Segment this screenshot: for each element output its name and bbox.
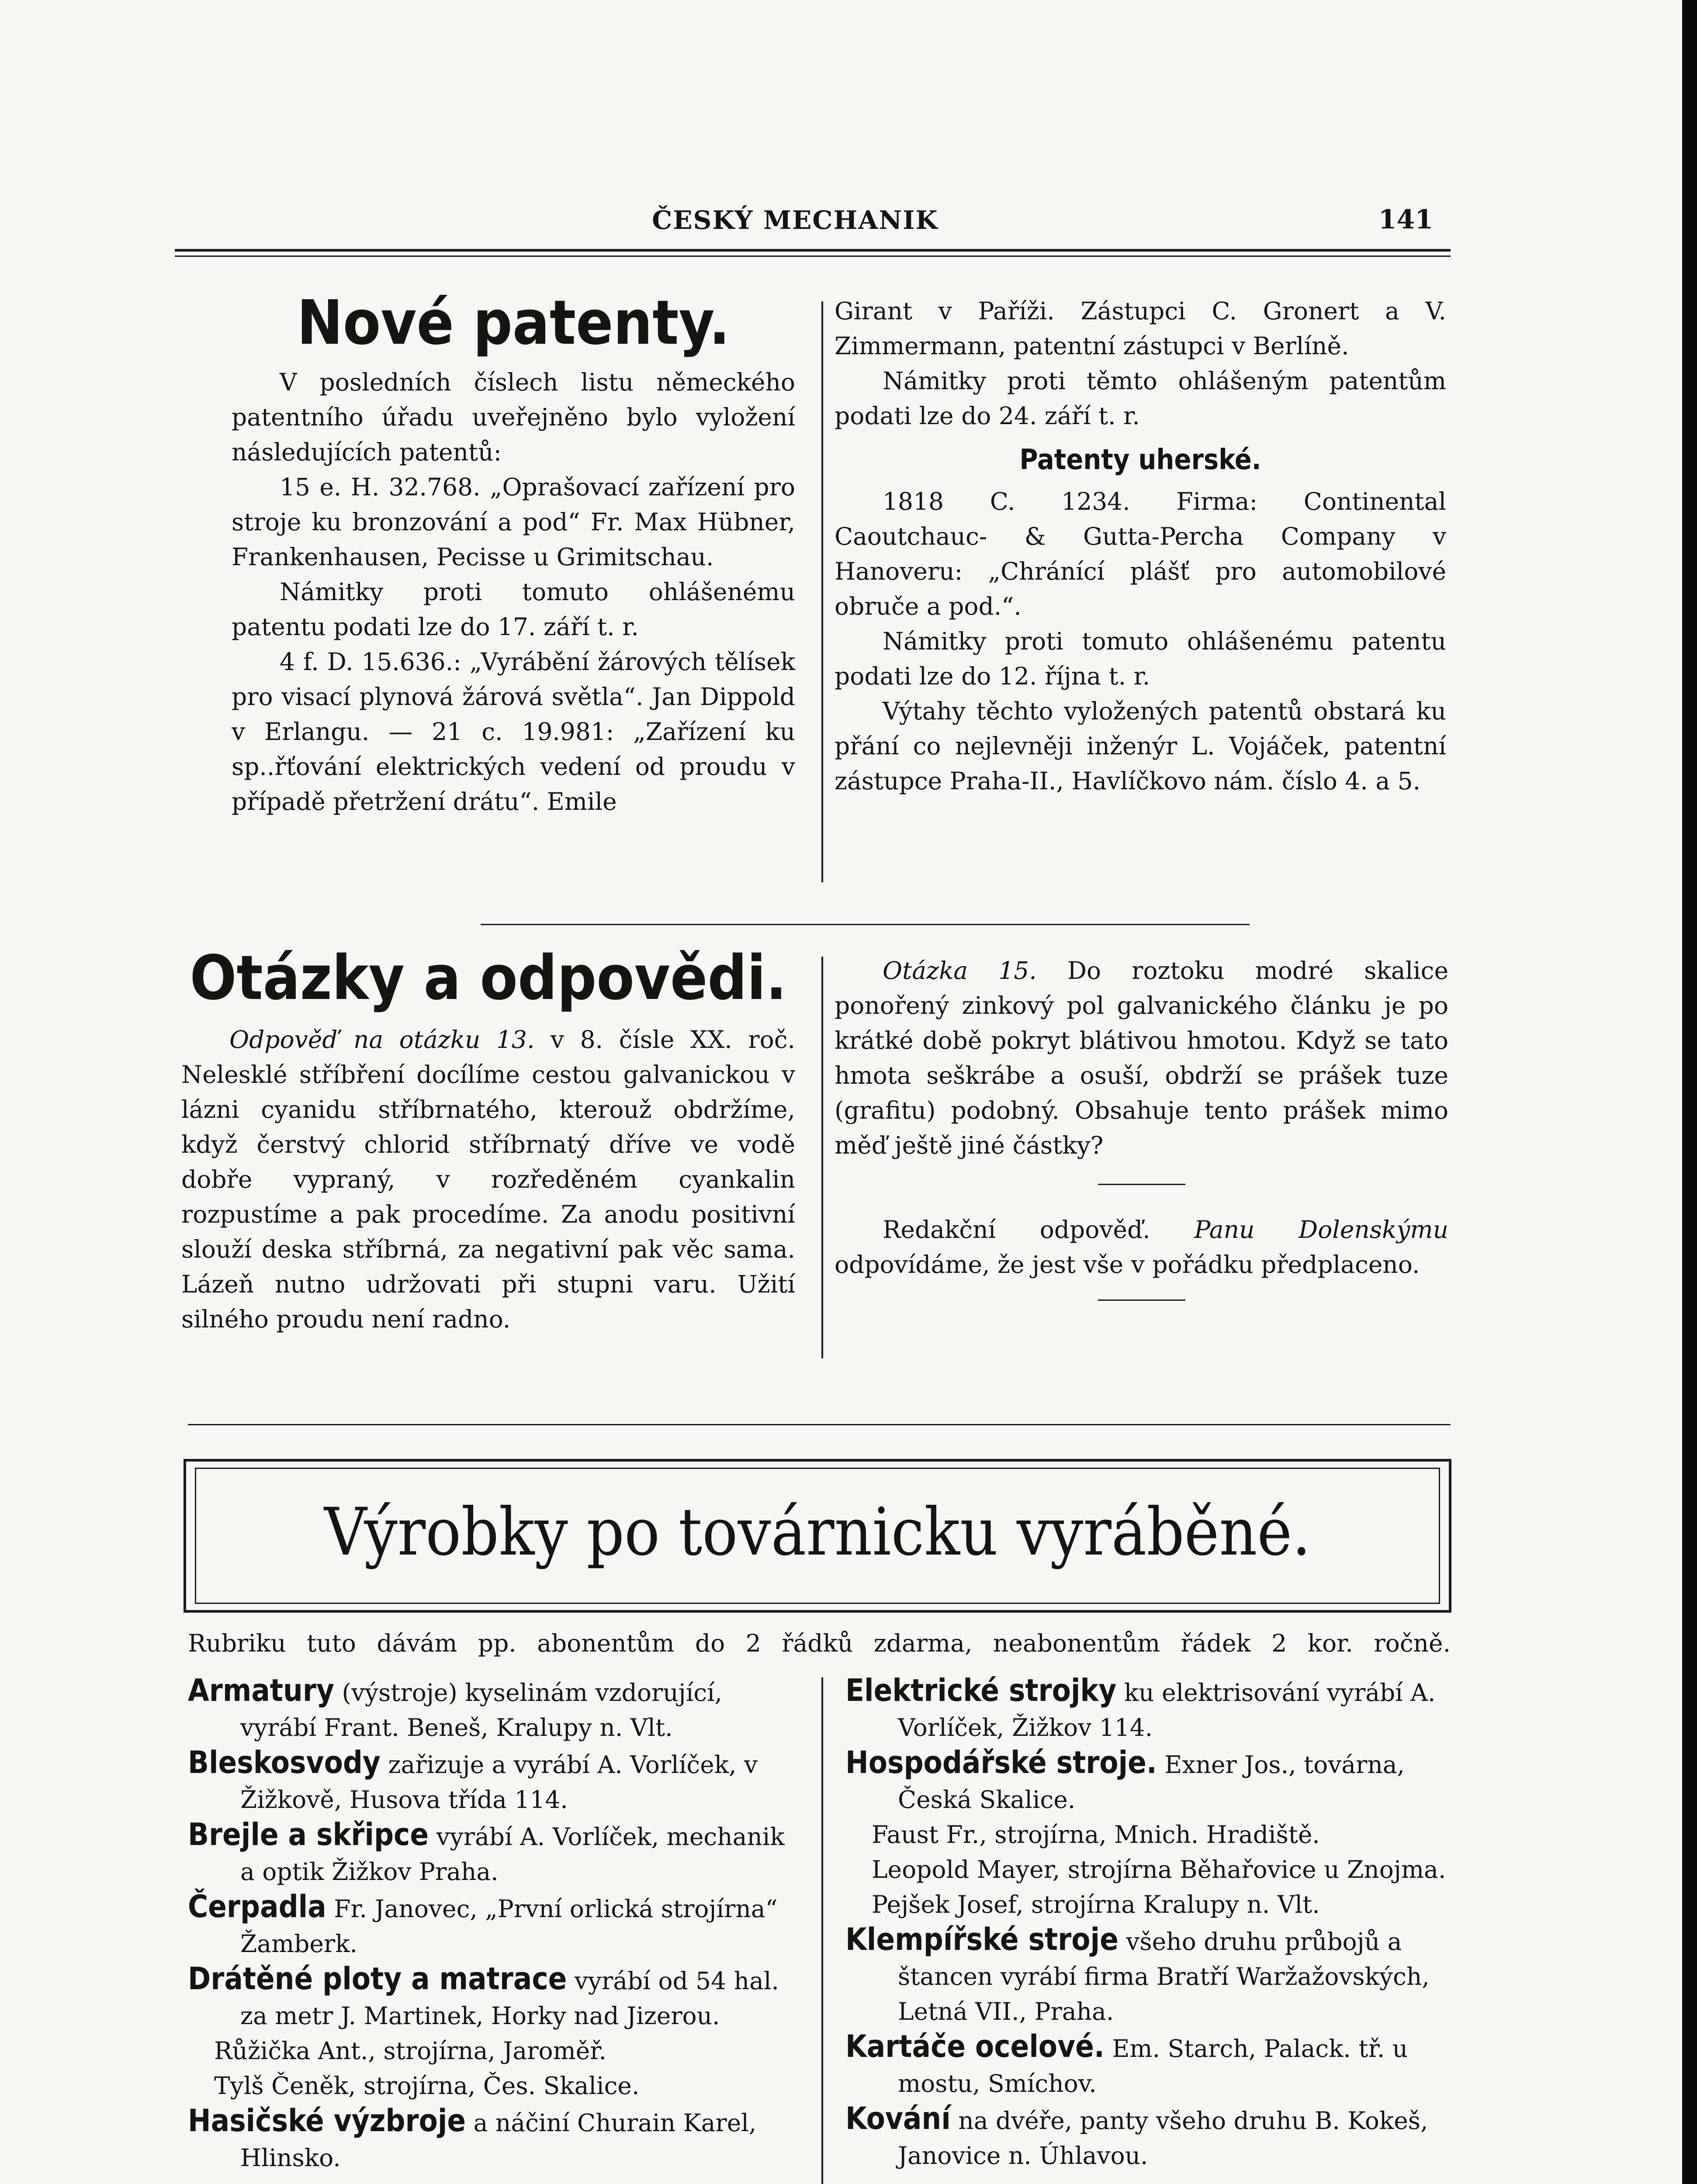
answer-ref: v 8. čísle XX. roč. xyxy=(534,1026,795,1054)
reply-to: Panu Dolenskýmu xyxy=(1194,1216,1448,1244)
question-label: Otázka 15. xyxy=(883,957,1037,985)
patents-right-column xyxy=(835,294,1446,798)
product-entry: Leopold Mayer, strojírna Běhařovice u Znojma. xyxy=(872,1856,1446,1883)
products-title: Výrobky po továrnicku vyráběné. xyxy=(324,1494,1311,1570)
patents-paragraph: 15 e. H. 32.768. „Oprašovací zařízení pro stroje ku bronzování a pod“ Fr. Max Hübner, Frankenhausen, Pecisse u Grimitschau. xyxy=(232,473,795,571)
hungarian-paragraph: Výtahy těchto vyložených patentů obstará ku přání co nejlevněji inženýr L. Vojáček, patentní zástupce Praha-II., Havlíčkovo nám. číslo 4. a 5. xyxy=(835,697,1446,795)
qa-answer xyxy=(181,1022,795,1337)
reply-label: Redakční odpověď. xyxy=(883,1216,1150,1244)
page-number: 141 xyxy=(1378,204,1433,235)
product-entry: Brejle a skřipce vyrábí A. Vorlíček, mechanik a optik Žižkov Praha. xyxy=(188,1817,785,1886)
product-entry: Kování na dvéře, panty všeho druhu B. Kokeš, Janovice n. Úhlavou. xyxy=(845,2101,1428,2170)
patents-continued: Girant v Paříži. Zástupci C. Gronert a V. Zimmermann, patentní zástupci v Berlíně. xyxy=(835,297,1446,360)
header-rule xyxy=(175,249,1451,252)
column-divider xyxy=(821,957,823,1358)
section-rule xyxy=(188,1424,1451,1425)
products-left-column xyxy=(188,1673,800,2175)
section-rule xyxy=(481,924,1250,925)
product-entry: Faust Fr., strojírna, Mnich. Hradiště. xyxy=(872,1821,1320,1849)
product-entry: Klempířské stroje všeho druhu průbojů a štancen vyrábí firma Bratří Waržažovských, Letná VII., Praha. xyxy=(845,1921,1430,2025)
hungarian-paragraph: 1818 C. 1234. Firma: Continental Caoutchauc- & Gutta-Percha Company v Hanoveru: „Chránící plášť pro automobilové obruče a pod.“. xyxy=(835,487,1446,620)
hungarian-paragraph: Námitky proti tomuto ohlášenému patentu podati lze do 12. října t. r. xyxy=(835,627,1446,690)
product-entry: Drátěné ploty a matrace vyrábí od 54 hal. za metr J. Martinek, Horky nad Jizerou. xyxy=(188,1961,779,2030)
qa-heading: Otázky a odpovědi. xyxy=(190,943,787,1014)
question-text: Do roztoku modré skalice ponořený zinkový pol galvanického článku je po krátké době pokryt blátivou hmotou. Když se tato hmota seškrábe a osuší, obdrží se prášek tuze (grafitu) podobný. Obsahuje tento prášek mimo měď ještě jiné částky? xyxy=(835,957,1448,1159)
product-entry: Armatury (výstroje) kyselinám vzdorující, vyrábí Frant. Beneš, Kralupy n. Vlt. xyxy=(188,1673,723,1742)
product-entry: Bleskosvody zařizuje a vyrábí A. Vorlíček, v Žižkově, Husova třída 114. xyxy=(188,1745,758,1814)
patents-paragraph: Námitky proti tomuto ohlášenému patentu podati lze do 17. září t. r. xyxy=(232,578,795,641)
patents-left-column xyxy=(232,286,795,819)
product-entry: Kartáče ocelové. Em. Starch, Palack. tř. u mostu, Smíchov. xyxy=(845,2028,1408,2098)
product-entry: Tylš Čeněk, strojírna, Čes. Skalice. xyxy=(214,2072,640,2100)
qa-left-column xyxy=(181,939,795,1337)
answer-text: Nelesklé stříbření docílíme cestou galvanickou v lázni cyanidu stříbrnatého, kterouž obdržíme, když čerstvý chlorid stříbrnatý dříve ve vodě dobře vypraný, v rozředěném cyankalin rozpustíme a pak procedíme. Za anodu positivní slouží deska stříbrná, za negativní pak věc sama. Lázeň nutno udržovati při stupni varu. Užití silného proudu není radno. xyxy=(181,1061,795,1333)
products-right-column xyxy=(845,1673,1457,2173)
patents-continued: Námitky proti těmto ohlášeným patentům podati lze do 24. září t. r. xyxy=(835,367,1446,430)
products-notice: Rubriku tuto dávám pp. abonentům do 2 řádků zdarma, neabonentům řádek 2 kor. ročně. xyxy=(188,1629,1451,1657)
product-entry: Hasičské výzbroje a náčiní Churain Karel, Hlinsko. xyxy=(188,2103,757,2172)
running-header: ČESKÝ MECHANIK xyxy=(652,205,939,235)
qa-right-column xyxy=(835,953,1448,1301)
column-divider xyxy=(821,301,823,882)
product-entry: Pejšek Josef, strojírna Kralupy n. Vlt. xyxy=(872,1890,1320,1918)
product-entry: Hospodářské stroje. Exner Jos., továrna, Česká Skalice. xyxy=(845,1745,1405,1814)
product-entry: Růžička Ant., strojírna, Jaroměř. xyxy=(214,2037,607,2065)
hungarian-heading: Patenty uherské. xyxy=(1019,444,1261,476)
product-entry: Čerpadla Fr. Janovec, „První orlická strojírna“ Žamberk. xyxy=(188,1889,778,1958)
header-rule-2 xyxy=(175,256,1451,257)
reply-text: odpovídáme, že jest vše v pořádku předplaceno. xyxy=(835,1251,1420,1279)
short-rule xyxy=(1098,1299,1185,1301)
product-entry: Elektrické strojky ku elektrisování vyrábí A. Vorlíček, Žižkov 114. xyxy=(845,1673,1436,1742)
qa-question xyxy=(835,953,1448,1163)
patents-paragraph: 4 f. D. 15.636.: „Vyrábění žárových tělísek pro visací plynová žárová světla“. Jan Dippold v Erlangu. — 21 c. 19.981: „Zařízení ku sp..řťování elektrických vedení od proudu v případě přetržení drátu“. Emile xyxy=(232,648,795,816)
qa-reply xyxy=(835,1212,1448,1282)
patents-heading: Nové patenty. xyxy=(297,287,730,359)
column-divider xyxy=(821,1677,823,2184)
short-rule xyxy=(1098,1184,1185,1185)
answer-label: Odpověď na otázku 13. xyxy=(229,1026,535,1054)
patents-paragraph: V posledních číslech listu německého patentního úřadu uveřejněno bylo vyložení následujících patentů: xyxy=(232,368,795,466)
products-title-box xyxy=(184,1459,1451,1613)
